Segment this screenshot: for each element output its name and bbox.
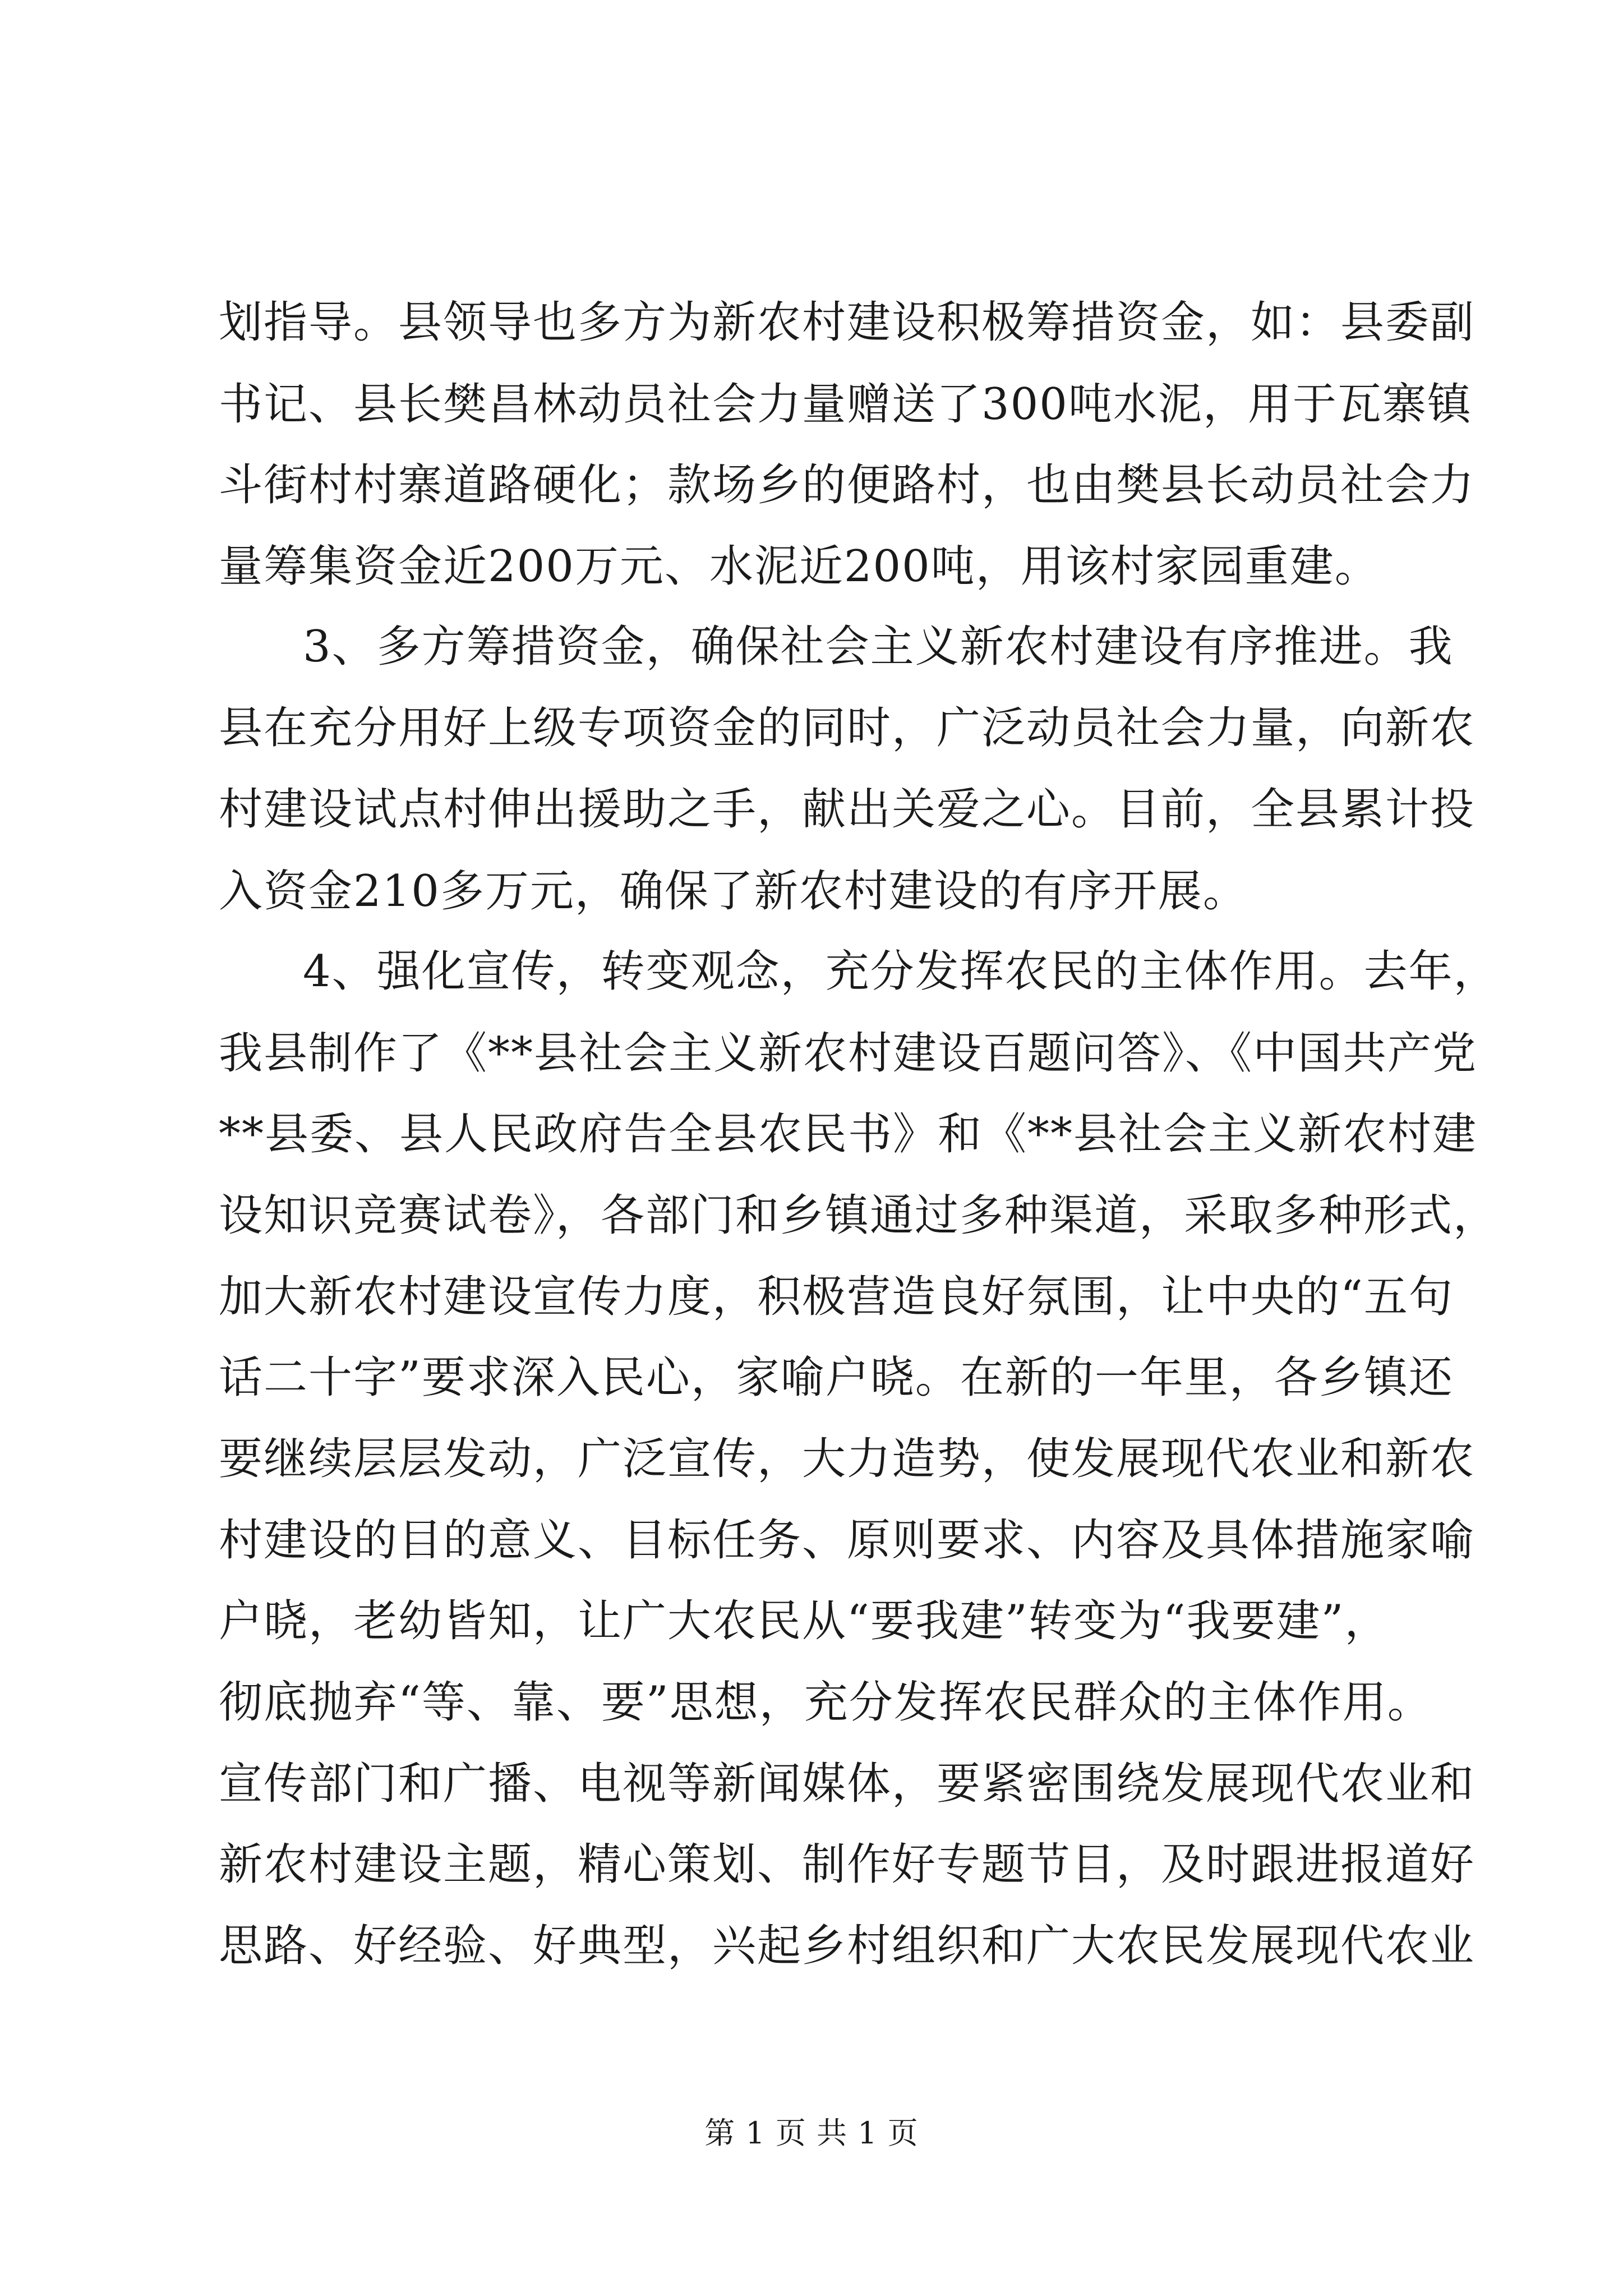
text-line-3: 斗街村村寨道路硬化；款场乡的便路村，也由樊县长动员社会力 xyxy=(219,460,1476,510)
text-line-10: 我县制作了《**县社会主义新农村建设百题问答》、《中国共产党 xyxy=(219,1028,1478,1079)
text-line-19: 宣传部门和广播、电视等新闻媒体，要紧密围绕发展现代农业和 xyxy=(219,1759,1476,1809)
text-line-5: 3、多方筹措资金，确保社会主义新农村建设有序推进。我 xyxy=(303,622,1454,672)
text-line-17: 户晓，老幼皆知，让广大农民从“要我建”转变为“我要建”， xyxy=(219,1596,1390,1646)
text-line-1: 划指导。县领导也多方为新农村建设积极筹措资金，如：县委副 xyxy=(219,297,1476,348)
text-line-20: 新农村建设主题，精心策划、制作好专题节目，及时跟进报道好 xyxy=(219,1839,1476,1890)
text-line-18: 彻底抛弃“等、靠、要”思想，充分发挥农民群众的主体作用。 xyxy=(219,1677,1432,1728)
text-line-14: 话二十字”要求深入民心，家喻户晓。在新的一年里，各乡镇还 xyxy=(219,1352,1454,1403)
page-number-footer: 第 1 页 共 1 页 xyxy=(704,2115,919,2151)
text-line-21: 思路、好经验、好典型，兴起乡村组织和广大农民发展现代农业 xyxy=(219,1921,1476,1971)
text-line-7: 村建设试点村伸出援助之手，献出关爱之心。目前，全县累计投 xyxy=(219,784,1476,835)
text-line-12: 设知识竞赛试卷》，各部门和乡镇通过多种渠道，采取多种形式， xyxy=(219,1190,1498,1241)
text-line-4: 量筹集资金近200万元、水泥近200吨，用该村家园重建。 xyxy=(219,541,1380,592)
text-line-11: **县委、县人民政府告全县农民书》和《**县社会主义新农村建 xyxy=(219,1109,1478,1159)
text-line-2: 书记、县长樊昌林动员社会力量赠送了300吨水泥，用于瓦寨镇 xyxy=(219,379,1472,430)
text-line-13: 加大新农村建设宣传力度，积极营造良好氛围，让中央的“五句 xyxy=(219,1272,1454,1322)
text-line-9: 4、强化宣传，转变观念，充分发挥农民的主体作用。去年， xyxy=(303,946,1498,997)
text-line-15: 要继续层层发动，广泛宣传，大力造势，使发展现代农业和新农 xyxy=(219,1434,1476,1484)
text-line-8: 入资金210多万元，确保了新农村建设的有序开展。 xyxy=(219,866,1248,917)
text-line-16: 村建设的目的意义、目标任务、原则要求、内容及具体措施家喻 xyxy=(219,1515,1476,1566)
text-line-6: 县在充分用好上级专项资金的同时，广泛动员社会力量，向新农 xyxy=(219,703,1476,753)
